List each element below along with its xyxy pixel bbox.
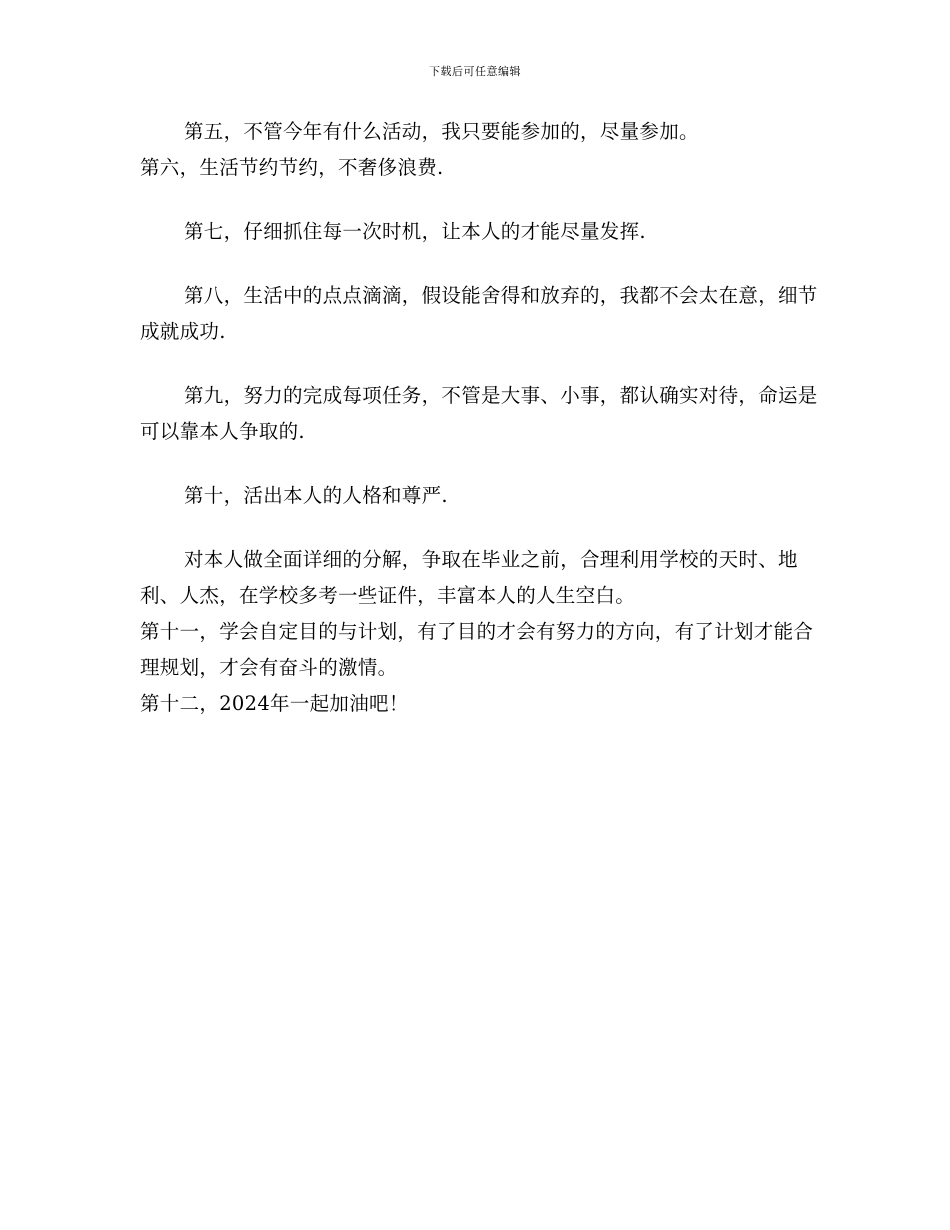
- paragraph-gap: [140, 450, 830, 478]
- paragraph-summary: 对本人做全面详细的分解，争取在毕业之前，合理利用学校的天时、地利、人杰，在学校多考一些证件，丰富本人的人生空白。: [140, 548, 798, 607]
- paragraph-gap: [140, 350, 830, 378]
- paragraph-sixth: 第六，生活节约节约，不奢侈浪费.: [140, 156, 444, 179]
- paragraph-eleventh: 第十一，学会自定目的与计划，有了目的才会有努力的方向，有了计划才能合理规划，才会有奋斗的激情。: [140, 620, 814, 679]
- paragraph-twelfth: 第十二，2024年一起加油吧！: [140, 692, 409, 715]
- page-header: 下载后可任意编辑: [429, 65, 521, 78]
- paragraph-gap: [140, 514, 830, 542]
- document-body: [140, 114, 830, 722]
- paragraph-ninth: 第九，努力的完成每项任务，不管是大事、小事，都认确实对待，命运是可以靠本人争取的.: [140, 384, 818, 443]
- paragraph-tenth: 第十，活出本人的人格和尊严.: [184, 484, 448, 507]
- paragraph-fifth: 第五，不管今年有什么活动，我只要能参加的，尽量参加。: [184, 120, 699, 143]
- paragraph-eighth: 第八，生活中的点点滴滴，假设能舍得和放弃的，我都不会太在意，细节成就成功.: [140, 284, 818, 343]
- paragraph-seventh: 第七，仔细抓住每一次时机，让本人的才能尽量发挥.: [184, 220, 646, 243]
- paragraph-gap: [140, 186, 830, 214]
- paragraph-gap: [140, 250, 830, 278]
